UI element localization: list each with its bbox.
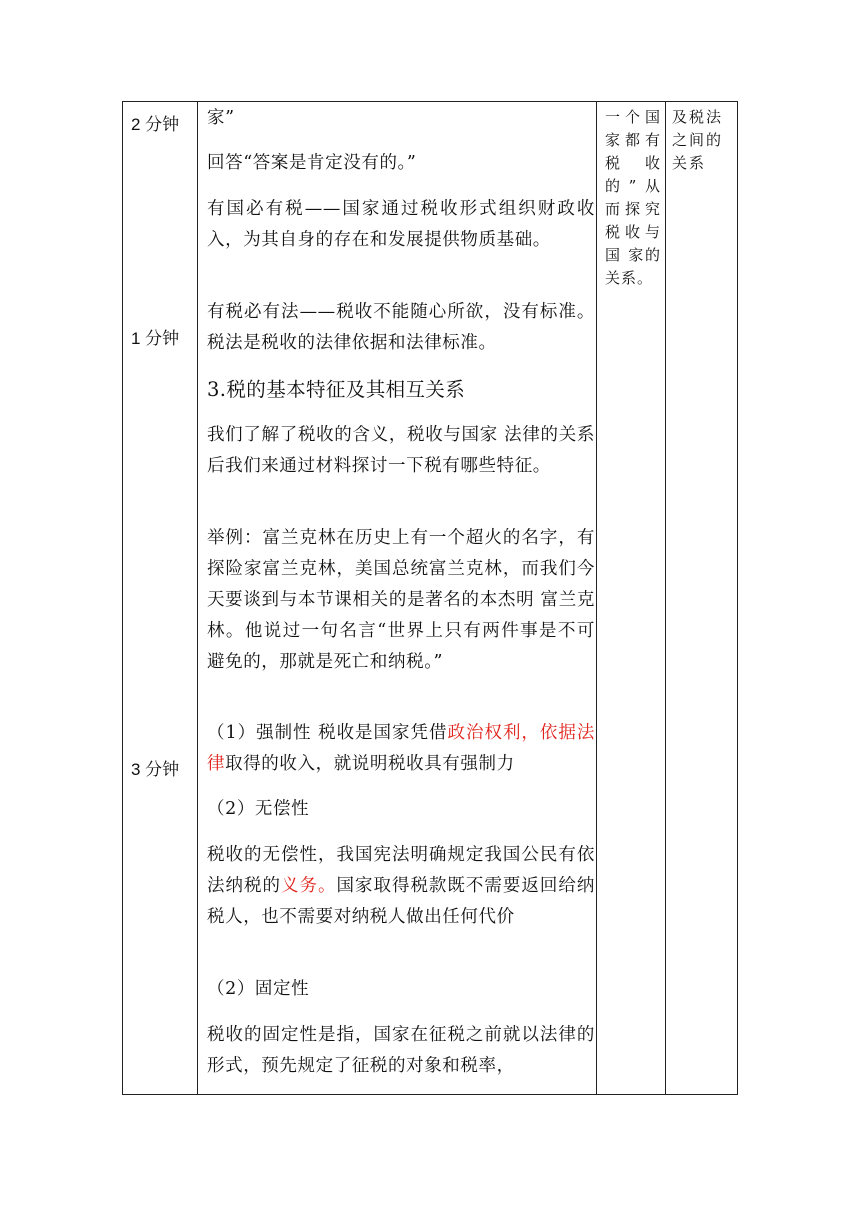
paragraph: 我们了解了税收的含义，税收与国家 法律的关系后我们来通过材料探讨一下税有哪些特征。 <box>207 425 595 476</box>
time-column <box>123 102 198 1094</box>
paragraph <box>207 718 595 780</box>
paragraph: （2）固定性 <box>207 979 310 999</box>
paragraph: 回答“答案是肯定没有的。” <box>207 153 417 173</box>
goal-column-text: 及税法之间的关系 <box>672 108 724 172</box>
paragraph-text: 国家取得税款既不需要返回给纳税人，也不需要对纳税人做出任何代价 <box>207 876 595 927</box>
paragraph: （2）无偿性 <box>207 799 310 819</box>
highlight-text: 义务。 <box>280 876 337 896</box>
paragraph-text: 税收的无偿性，我国宪法明确规定我国公民有依法纳税的 <box>207 845 595 896</box>
time-label: 3 分钟 <box>131 760 180 779</box>
time-label: 2 分钟 <box>131 115 180 134</box>
paragraph: 有税必有法——税收不能随心所欲，没有标准。税法是税收的法律依据和法律标准。 <box>207 302 595 353</box>
column-divider <box>665 102 666 1094</box>
paragraph-text: 取得的收入，就说明税收具有强制力 <box>225 754 515 774</box>
purpose-column-text: 一个国家都有税 收的”从而探究税收与国 家的 关系。 <box>605 108 661 287</box>
paragraph-text: （1）强制性 税收是国家凭借 <box>207 723 448 743</box>
lesson-table <box>122 101 738 1095</box>
paragraph <box>207 840 595 933</box>
paragraph: 有国必有税——国家通过税收形式组织财政收入，为其自身的存在和发展提供物质基础。 <box>207 199 595 250</box>
paragraph: 举例：富兰克林在历史上有一个超火的名字，有探险家富兰克林，美国总统富兰克林，而我们今天要谈到与本节课相关的是著名的本杰明 富兰克林。他说过一句名言“世界上只有两件事是不可避免的，那就是死亡和纳税。” <box>207 528 595 672</box>
paragraph: 税收的固定性是指，国家在征税之前就以法律的形式，预先规定了征税的对象和税率， <box>207 1025 595 1076</box>
time-label: 1 分钟 <box>131 329 180 348</box>
highlight-text: 政治权利，依据法律 <box>207 723 595 774</box>
column-divider <box>596 102 597 1094</box>
section-heading: 3.税的基本特征及其相互关系 <box>207 378 466 401</box>
paragraph: 家” <box>207 108 235 128</box>
content-column <box>207 102 595 1094</box>
